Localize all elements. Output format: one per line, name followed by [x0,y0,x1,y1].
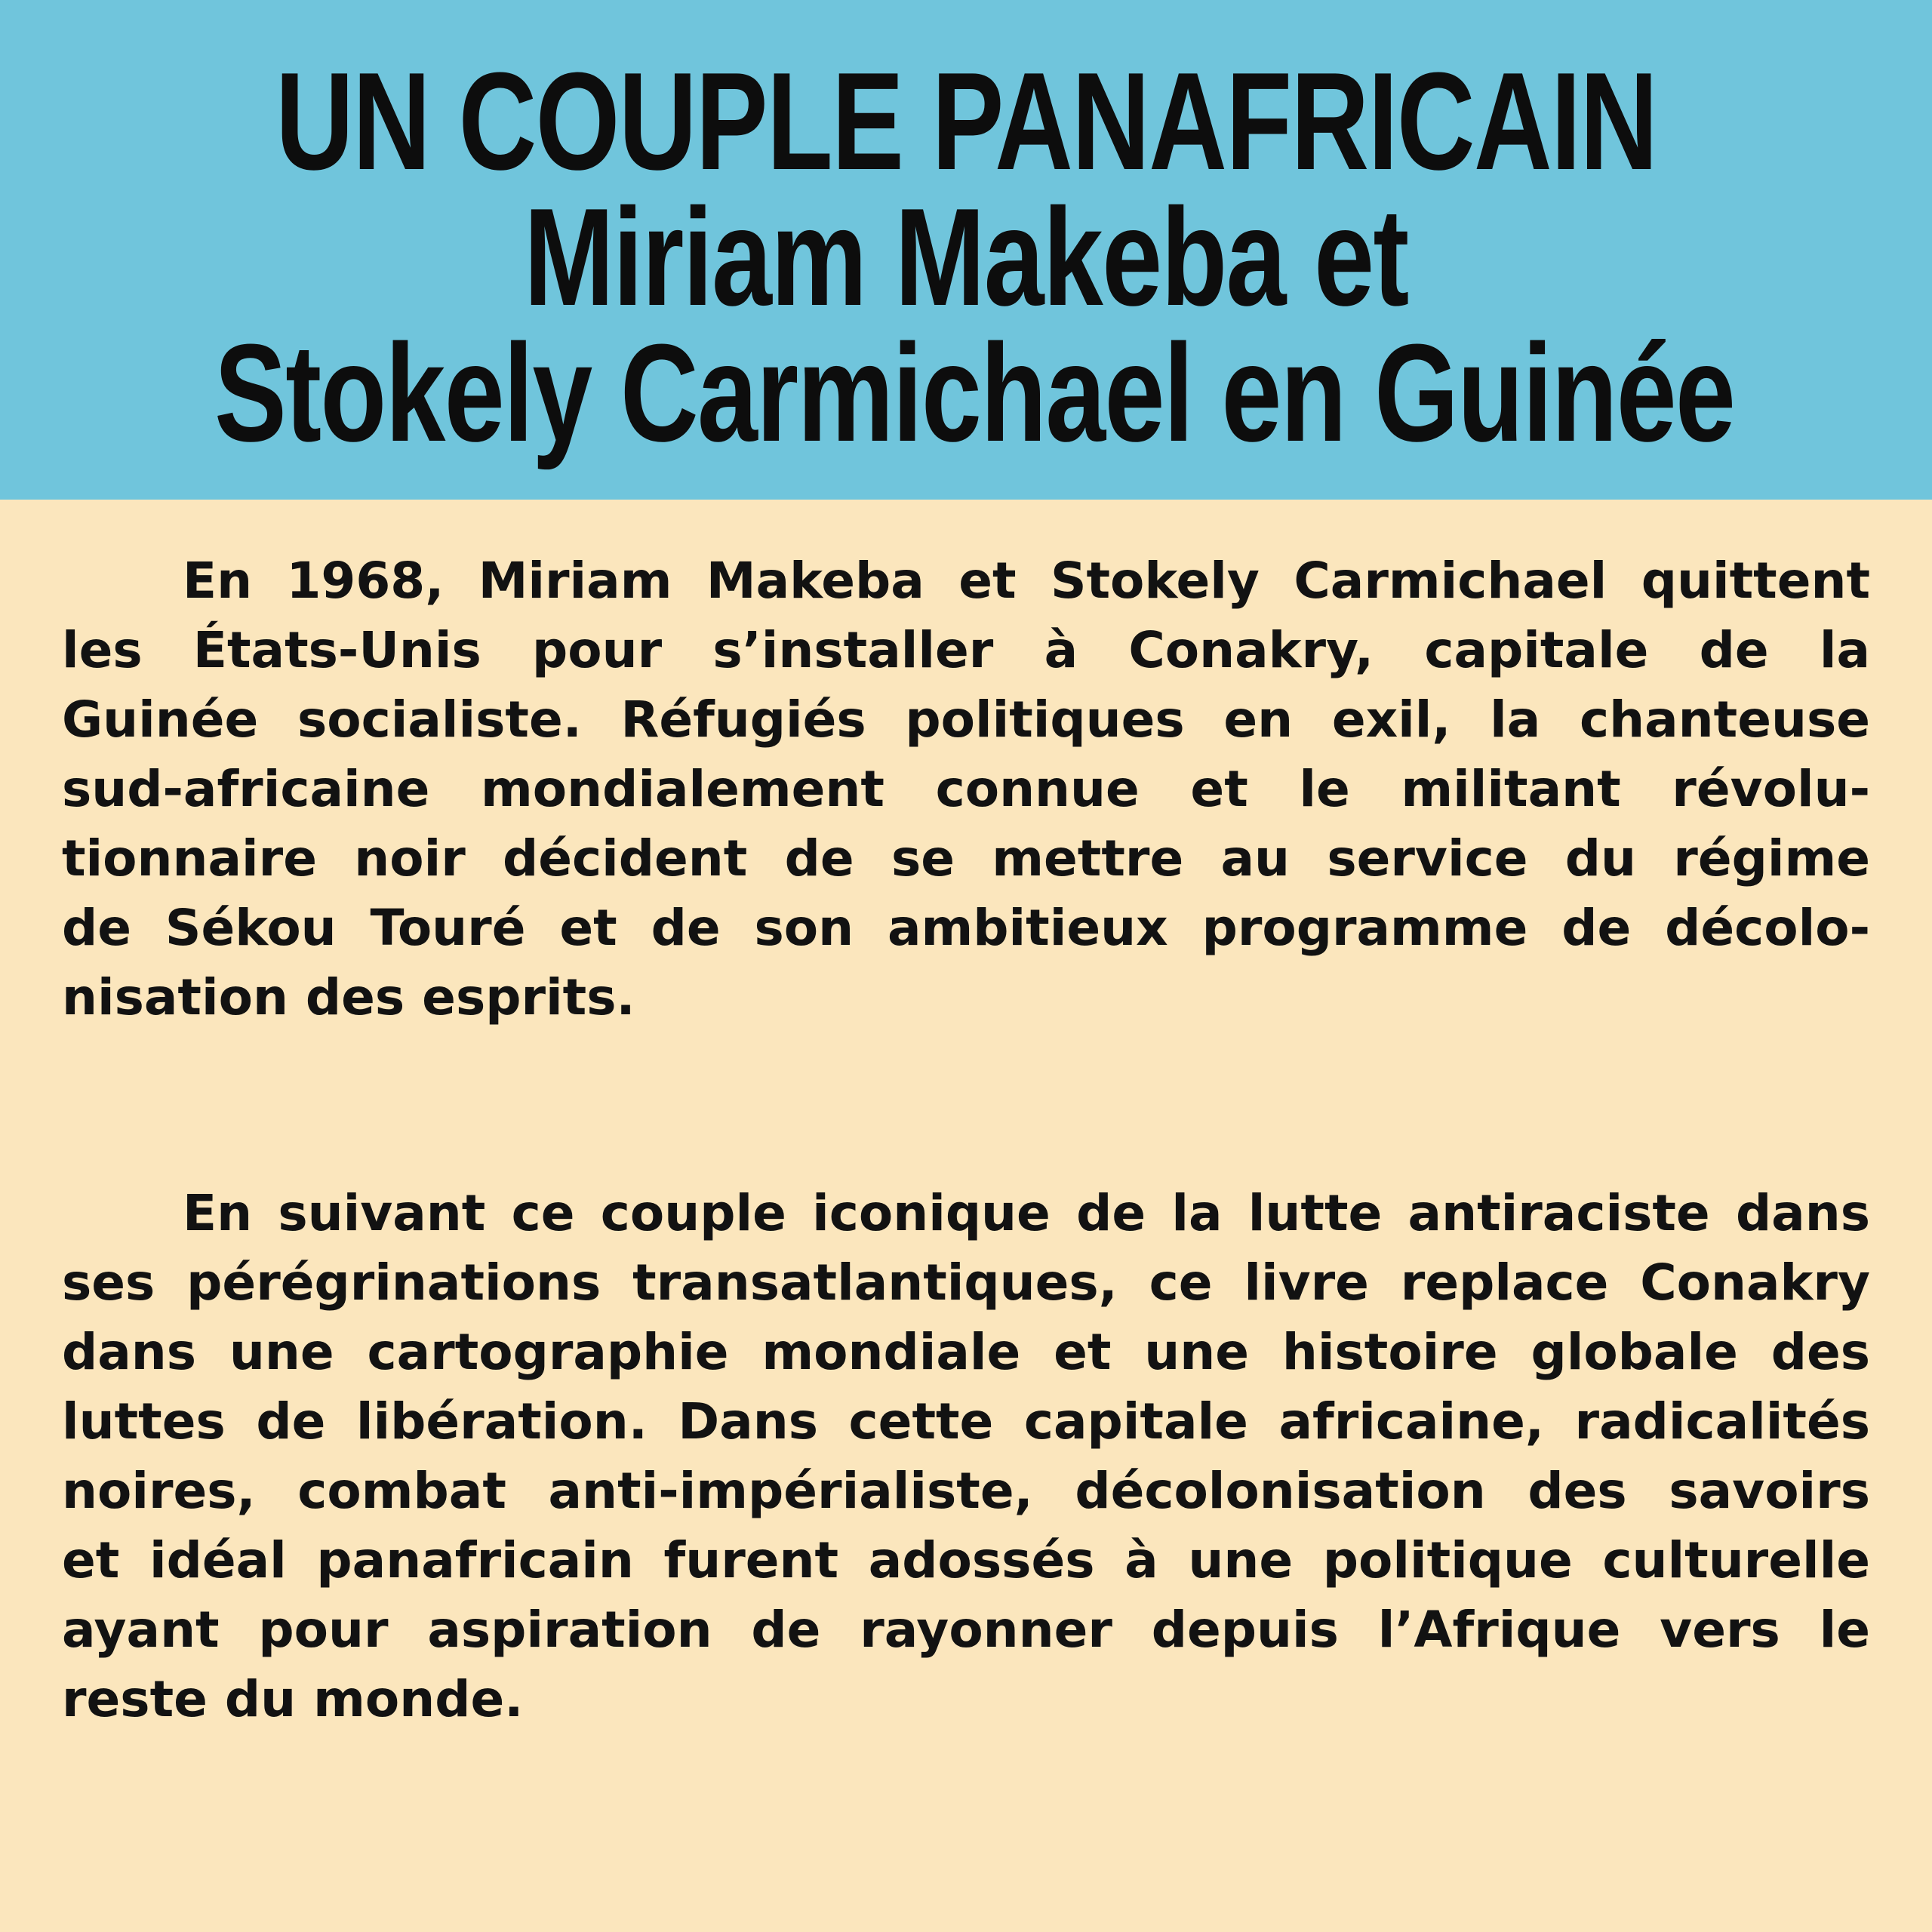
paragraph-line: reste du monde. [62,1670,524,1728]
title-banner [0,0,1932,500]
paragraph-2 [62,1179,1870,1734]
paragraph-line: de Sékou Touré et de son ambitieux programme de décolo- [62,899,1870,957]
paragraph-line: sud-africaine mondialement connue et le militant révolu- [62,760,1870,818]
paragraph-1 [62,546,1870,1032]
title-line-3: Stokely Carmichael en Guinée [214,315,1735,470]
paragraph-line: luttes de libération. Dans cette capitale africaine, radicalités [62,1392,1870,1451]
paragraph-line: tionnaire noir décident de se mettre au service du régime [62,829,1870,888]
title-line-1: UN COUPLE PANAFRICAIN [275,43,1657,198]
paragraph-line: ayant pour aspiration de rayonner depuis l’Afrique vers le [62,1601,1870,1659]
paragraph-line: En 1968, Miriam Makeba et Stokely Carmichael quittent [183,552,1870,610]
paragraph-line: En suivant ce couple iconique de la lutte antiraciste dans [183,1184,1870,1242]
paragraph-line: noires, combat anti-impérialiste, décolonisation des savoirs [62,1462,1870,1520]
title-line-2: Miriam Makeba et [524,179,1408,334]
paragraph-line: ses pérégrinations transatlantiques, ce livre replace Conakry [62,1254,1870,1312]
paragraph-line: les États-Unis pour s’installer à Conakry, capitale de la [62,621,1870,679]
paragraph-line: et idéal panafricain furent adossés à une politique culturelle [62,1531,1870,1589]
paragraph-line: nisation des esprits. [62,968,635,1026]
paragraph-line: Guinée socialiste. Réfugiés politiques en exil, la chanteuse [62,691,1870,749]
paragraph-line: dans une cartographie mondiale et une histoire globale des [62,1323,1870,1381]
